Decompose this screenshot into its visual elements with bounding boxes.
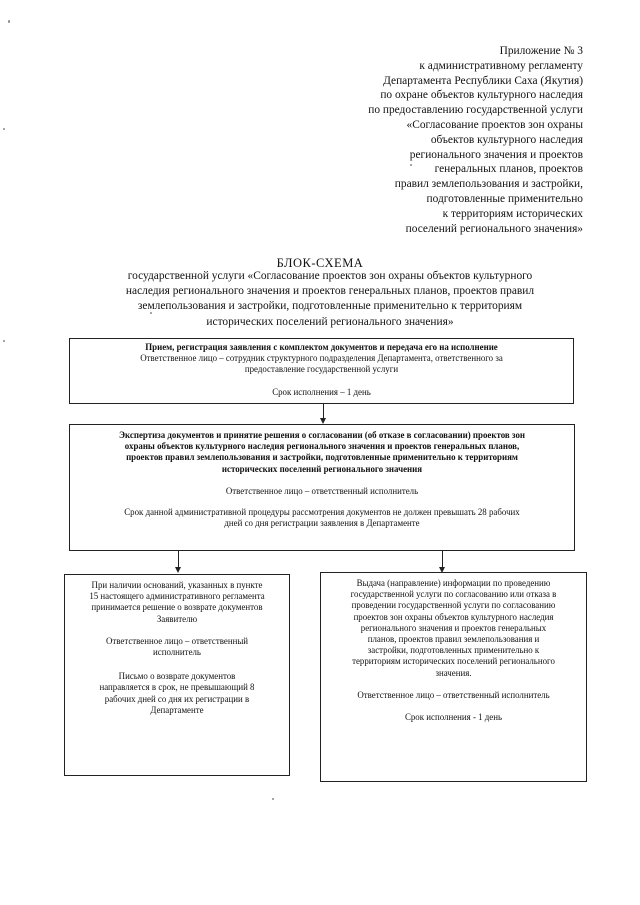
box4-issue-line: государственной услуги по согласованию или отказа в — [350, 589, 557, 600]
appendix-line: регионального значения и проектов — [409, 148, 583, 161]
appendix-header — [300, 44, 583, 236]
box4-issue-line: проведении государственной услуги по согласованию — [351, 600, 556, 611]
flow-box-expertise — [69, 424, 575, 551]
appendix-line: генеральных планов, проектов — [434, 163, 583, 176]
box3-decision-line: При наличии оснований, указанных в пункте — [91, 580, 263, 590]
box3-letter-line: направляется в срок, не превышающий 8 — [99, 682, 255, 693]
box4-issue-line: значения. — [435, 667, 472, 678]
appendix-line: к административному регламенту — [419, 59, 583, 72]
flow-arrow-2 — [178, 551, 179, 568]
box1-line: предоставление государственной услуги — [244, 364, 399, 375]
box3-letter-line: Департаменте — [150, 704, 204, 715]
scan-speck — [8, 20, 10, 23]
document-title: БЛОК-СХЕМА — [276, 256, 364, 270]
box3-responsible-line: исполнитель — [153, 647, 201, 658]
appendix-line: к территориям исторических — [442, 207, 583, 220]
box4-issue-line: проектов зон охраны объектов культурного наследия — [353, 611, 554, 622]
subtitle-line: государственной услуги «Согласование проектов зон охраны объектов культурного — [127, 270, 533, 282]
flow-arrow-3 — [442, 551, 443, 568]
scan-speck — [410, 164, 412, 166]
appendix-line: правил землепользования и застройки, — [394, 178, 583, 191]
box3-decision-line: 15 настоящего административного регламента — [89, 591, 265, 602]
appendix-line: подготовленные применительно — [426, 192, 583, 205]
appendix-line: Департамента Республики Саха (Якутия) — [383, 74, 583, 87]
flow-box-return-documents — [64, 574, 290, 776]
scan-speck — [3, 340, 5, 342]
document-subtitle — [85, 269, 575, 330]
box4-issue-line: планов, проектов правил землепользования и — [367, 634, 540, 645]
subtitle-line: землепользования и застройки, подготовленные применительно к территориям — [137, 300, 523, 313]
box4-issue-line: застройки, подготовленных применительно к — [367, 645, 540, 656]
box3-responsible-line: Ответственное лицо – ответственный — [105, 635, 249, 646]
flow-box-issue-information — [320, 572, 587, 782]
box3-decision-line: Заявителю — [156, 613, 198, 624]
box4-issue-line: Выдача (направление) информации по проведению — [356, 578, 551, 588]
appendix-line: Приложение № 3 — [499, 45, 583, 57]
box4-issue-line: территориям исторических поселений регионального — [352, 656, 555, 667]
box1-line: Ответственное лицо – сотрудник структурного подразделения Департамента, ответственного за — [140, 353, 503, 364]
box2-heading-line: проектов правил землепользования и застройки, подготовленные применительно к территориям — [126, 452, 518, 463]
box2-heading-line: охраны объектов культурного наследия регионального значения и проектов генеральных планов, — [124, 441, 520, 452]
box1-term: Срок исполнения – 1 день — [272, 386, 371, 397]
appendix-line: по предоставлению государственной услуги — [368, 104, 583, 117]
appendix-line: объектов культурного наследия — [430, 133, 583, 146]
appendix-line: «Согласование проектов зон охраны — [406, 118, 583, 131]
box2-heading-line: исторических поселений регионального значения — [221, 463, 423, 474]
box2-heading-line: Экспертиза документов и принятие решения о согласовании (об отказе в согласовании) проектов зон — [118, 430, 526, 440]
box4-issue-line: регионального значения и проектов генеральных — [360, 622, 547, 633]
box4-term: Срок исполнения - 1 день — [404, 712, 503, 723]
appendix-line: поселений регионального значения» — [405, 222, 583, 235]
box3-letter-line: Письмо о возврате документов — [118, 671, 236, 682]
scan-speck — [150, 312, 152, 314]
box2-responsible: Ответственное лицо – ответственный исполнитель — [225, 485, 419, 496]
appendix-line: по охране объектов культурного наследия — [380, 89, 583, 102]
box2-term-line: дней со дня регистрации заявления в Департаменте — [224, 518, 420, 529]
subtitle-line: наследия регионального значения и проектов генеральных планов, проектов правил — [125, 285, 535, 298]
flow-arrow-2-head — [175, 567, 181, 573]
subtitle-line: исторических поселений регионального значения» — [206, 315, 454, 328]
box2-term-line: Срок данной административной процедуры рассмотрения документов не должен превышать 28 рабочих — [124, 507, 520, 518]
box4-responsible: Ответственное лицо – ответственный исполнитель — [357, 689, 550, 700]
box3-letter-line: рабочих дней со дня их регистрации в — [104, 693, 250, 704]
box1-heading: Прием, регистрация заявления с комплектом документов и передача его на исполнение — [145, 342, 498, 352]
box3-decision-line: принимается решение о возврате документов — [91, 602, 263, 613]
flow-box-reception — [69, 338, 574, 404]
scan-speck — [3, 128, 5, 130]
scan-speck — [272, 798, 274, 800]
flow-arrow-1 — [323, 404, 324, 418]
